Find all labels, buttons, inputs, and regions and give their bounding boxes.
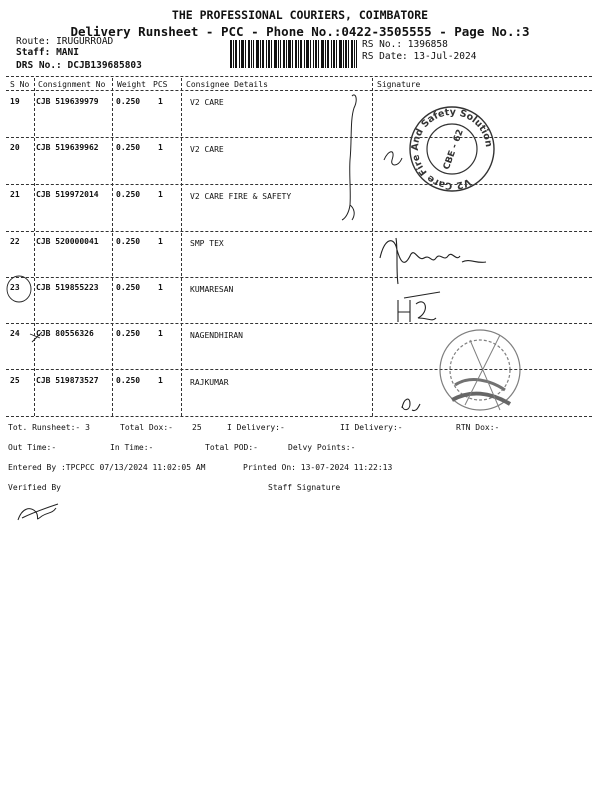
rs-no-label: RS No.: (362, 39, 403, 50)
row-consignee: V2 CARE (190, 145, 224, 154)
route-value: IRUGURROAD (56, 36, 114, 47)
staff-label: Staff: (16, 47, 51, 58)
rtn-dox: RTN Dox:- (456, 423, 500, 432)
row-consignment: CJB 520000041 (36, 237, 99, 246)
total-dox-label: Total Dox:- (120, 423, 173, 432)
total-pod: Total POD:- (205, 443, 258, 452)
row-sno: 22 (10, 237, 20, 246)
row-pcs: 1 (158, 376, 163, 385)
rs-no-value: 1396858 (407, 39, 448, 50)
row-sno: 25 (10, 376, 20, 385)
col-header-sno: S No (10, 80, 30, 89)
company-stamp (408, 105, 496, 193)
row-weight: 0.250 (116, 283, 141, 292)
row-consignment: CJB 519855223 (36, 283, 99, 292)
signature-row-23 (398, 292, 440, 322)
row-consignment: CJB 519873527 (36, 376, 99, 385)
col-header-pcs: PCS (153, 80, 168, 89)
out-time: Out Time:- (8, 443, 57, 452)
row-weight: 0.250 (116, 190, 141, 199)
signature-row-22 (380, 238, 486, 284)
signature-row-25 (402, 399, 420, 410)
row-pcs: 1 (158, 329, 163, 338)
row-consignee: NAGENDHIRAN (190, 331, 243, 340)
stamp-arc-text: V2 Care Fire And Safety Solution (409, 106, 495, 192)
delvy-points: Delvy Points:- (288, 443, 356, 452)
row-consignment: CJB 519639979 (36, 97, 99, 106)
row-consignment: CJB 519639962 (36, 143, 99, 152)
faded-seal (440, 330, 520, 410)
row-pcs: 1 (158, 143, 163, 152)
verified-by: Verified By (8, 483, 61, 492)
row-pcs: 1 (158, 190, 163, 199)
drs-label: DRS No.: (16, 60, 62, 71)
row-consignment: CJB 80556326 (36, 329, 94, 338)
col-header-signature: Signature (377, 80, 421, 89)
row-sno: 21 (10, 190, 20, 199)
verified-signature (18, 504, 58, 520)
ii-delivery: II Delivery:- (340, 423, 403, 432)
row-weight: 0.250 (116, 329, 141, 338)
row-weight: 0.250 (116, 376, 141, 385)
row-consignment: CJB 519972014 (36, 190, 99, 199)
in-time: In Time:- (110, 443, 154, 452)
runsheet-subtitle: Delivery Runsheet - PCC - Phone No.:0422-3505555 - Page No.:3 (70, 24, 530, 39)
row-pcs: 1 (158, 237, 163, 246)
col-header-consignment: Consignment No (38, 80, 106, 89)
rs-date-label: RS Date: (362, 51, 408, 62)
row-consignee: SMP TEX (190, 239, 224, 248)
staff-signature: Staff Signature (268, 483, 341, 492)
row-pcs: 1 (158, 283, 163, 292)
i-delivery: I Delivery:- (227, 423, 285, 432)
row-consignee: KUMARESAN (190, 285, 234, 294)
company-title: THE PROFESSIONAL COURIERS, COIMBATORE (171, 8, 429, 22)
col-header-weight: Weight (117, 80, 146, 89)
row-weight: 0.250 (116, 143, 141, 152)
total-dox-value: 25 (192, 423, 202, 432)
row-weight: 0.250 (116, 97, 141, 106)
row-sno: 19 (10, 97, 20, 106)
rs-date-value: 13-Jul-2024 (413, 51, 477, 62)
signature-row-20 (384, 152, 402, 165)
entered-by: Entered By :TPCPCC 07/13/2024 11:02:05 AM (8, 463, 206, 472)
row-pcs: 1 (158, 97, 163, 106)
row-consignee: RAJKUMAR (190, 378, 229, 387)
row-sno: 23 (10, 283, 20, 292)
row-23-circle-mark (7, 276, 31, 302)
long-signature-stroke (342, 95, 356, 220)
stamp-center-text: CBE - 62 (441, 128, 466, 172)
drs-value: DCJB139685803 (67, 60, 142, 71)
row-consignee: V2 CARE FIRE & SAFETY (190, 192, 292, 201)
row-weight: 0.250 (116, 237, 141, 246)
printed-on: Printed On: 13-07-2024 11:22:13 (243, 463, 393, 472)
col-header-consignee: Consignee Details (186, 80, 268, 89)
route-label: Route: (16, 36, 51, 47)
row-24-tick-mark (30, 332, 42, 342)
tot-runsheet: Tot. Runsheet:- 3 (8, 423, 90, 432)
staff-value: MANI (56, 47, 79, 58)
row-sno: 20 (10, 143, 20, 152)
row-sno: 24 (10, 329, 20, 338)
row-consignee: V2 CARE (190, 98, 224, 107)
